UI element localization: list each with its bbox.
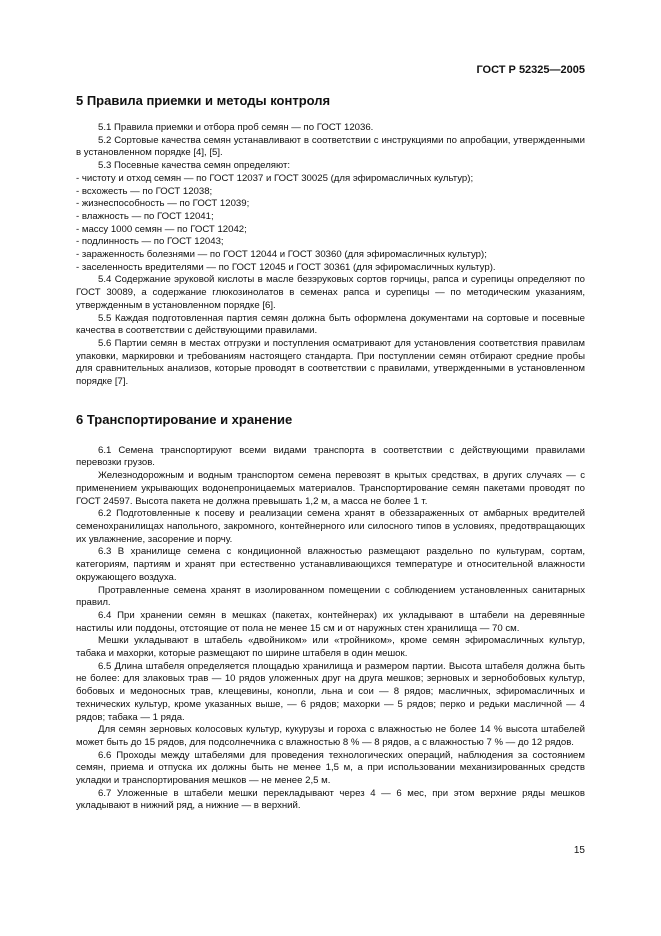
page-content: [76, 92, 585, 813]
paragraph-6-7: 6.7 Уложенные в штабели мешки перекладывают через 4 — 6 мес, при этом верхние ряды мешков укладывают в нижний ряд, а нижние — в верхний.: [76, 787, 585, 812]
list-item: - заселенность вредителями — по ГОСТ 12045 и ГОСТ 30361 (для эфиромасличных культур).: [76, 261, 496, 273]
paragraph-6-1: 6.1 Семена транспортируют всеми видами транспорта в соответствии с действующими правилами перевозки грузов.: [76, 444, 585, 469]
paragraph-6-5-cont: Для семян зерновых колосовых культур, кукурузы и гороха с влажностью не более 14 % высота штабелей может быть до 15 рядов, для подсолнечника с влажностью 8 % — 8 рядов, а с влажностью 7 % — до 12 рядов.: [76, 724, 585, 748]
paragraph-6-2: 6.2 Подготовленные к посеву и реализации семена хранят в обеззараженных от амбарных вредителей семенохранилищах напольного, закромного, контейнерного или силосного типов в условиях, предотвращающих их увлажнение, засорение и порчу.: [76, 508, 585, 545]
paragraph-5-1: 5.1 Правила приемки и отбора проб семян — по ГОСТ 12036.: [98, 122, 374, 133]
paragraph-6-1-cont: Железнодорожным и водным транспортом семена перевозят в крытых средствах, в других случаях — с применением укрывающих водонепроницаемых материалов. Транспортирование семян пакетами проводят по ГОСТ 24597. Высота пакета не должна превышать 1,2 м, а масса не более 1 т.: [76, 470, 585, 507]
paragraph-5-3: 5.3 Посевные качества семян определяют:: [98, 160, 291, 172]
paragraph-5-2: 5.2 Сортовые качества семян устанавливают в соответствии с инструкциями по апробации, утвержденными в установленном порядке [4], [5].: [76, 134, 585, 159]
paragraph-5-5: 5.5 Каждая подготовленная партия семян должна быть оформлена документами на сортовые и посевные качества в соответствии с действующими правилами.: [76, 312, 585, 337]
page-number: 15: [573, 845, 585, 856]
paragraph-6-3: 6.3 В хранилище семена с кондиционной влажностью размещают раздельно по культурам, сортам, категориям, партиям и хранят при естественно устанавливающихся температуре и относительной влажности окружающего воздуха.: [76, 546, 585, 583]
list-item: - влажность — по ГОСТ 12041;: [76, 210, 214, 222]
paragraph-6-4: 6.4 При хранении семян в мешках (пакетах, контейнерах) их укладывают в штабели на деревянные настилы или поддоны, отстоящие от пола не менее 15 см и от наружных стен хранилища — 70 см.: [76, 609, 585, 634]
paragraph-6-5: 6.5 Длина штабеля определяется площадью хранилища и размером партии. Высота штабеля должна быть не более: для злаковых трав — 10 рядов уложенных друг на друга мешков; зерновых и зернобобовых культур, бобовых и медоносных трав, клещевины, конопли, льна и сои — 8 рядов; масличных, эфиромасличных и технических культур, кроме указанных выше, — 6 рядов; махорки — 5 рядов; перко и редьки масличной — 4 рядов; табака — 1 ряда.: [76, 660, 585, 723]
paragraph-5-6: 5.6 Партии семян в местах отгрузки и поступления осматривают для установления соответствия правилам упаковки, маркировки и требованиям настоящего стандарта. При поступлении семян отбирают средние пробы для сравнительных анализов, которые проводят в соответствии с правилами, утвержденными в установленном порядке [7].: [76, 337, 585, 388]
list-item: - жизнеспособность — по ГОСТ 12039;: [76, 198, 250, 210]
section-6-title: 6 Транспортирование и хранение: [76, 411, 293, 427]
list-item: - чистоту и отход семян — по ГОСТ 12037 и ГОСТ 30025 (для эфиромасличных культур);: [76, 172, 474, 184]
paragraph-6-4-cont: Мешки укладывают в штабель «двойником» или «тройником», кроме семян эфиромасличных культур, табака и махорки, которые размещают по ширине штабеля в один мешок.: [76, 635, 585, 660]
document-code: ГОСТ Р 52325—2005: [476, 64, 585, 76]
list-item: - массу 1000 семян — по ГОСТ 12042;: [76, 223, 247, 235]
paragraph-6-3-cont: Протравленные семена хранят в изолированном помещении с соблюдением установленных санитарных правил.: [76, 584, 585, 609]
paragraph-5-4: 5.4 Содержание эруковой кислоты в масле безэруковых сортов горчицы, рапса и сурепицы определяют по ГОСТ 30089, а содержание глюкозинолатов в семенах рапса и сурепицы — по методическим указаниям, утвержденным в установленном порядке [6].: [76, 274, 585, 311]
list-item: - всхожесть — по ГОСТ 12038;: [76, 185, 213, 197]
paragraph-6-6: 6.6 Проходы между штабелями для проведения технологических операций, наблюдения за состоянием семян, приема и отпуска их должны быть не менее 1,5 м, а при использовании механизированных средств укладки и транспортирования мешков — не менее 2,5 м.: [76, 749, 585, 787]
list-item: - зараженность болезнями — по ГОСТ 12044 и ГОСТ 30360 (для эфиромасличных культур);: [76, 249, 487, 261]
section-5-title: 5 Правила приемки и методы контроля: [76, 93, 331, 108]
list-item: - подлинность — по ГОСТ 12043;: [76, 236, 224, 248]
